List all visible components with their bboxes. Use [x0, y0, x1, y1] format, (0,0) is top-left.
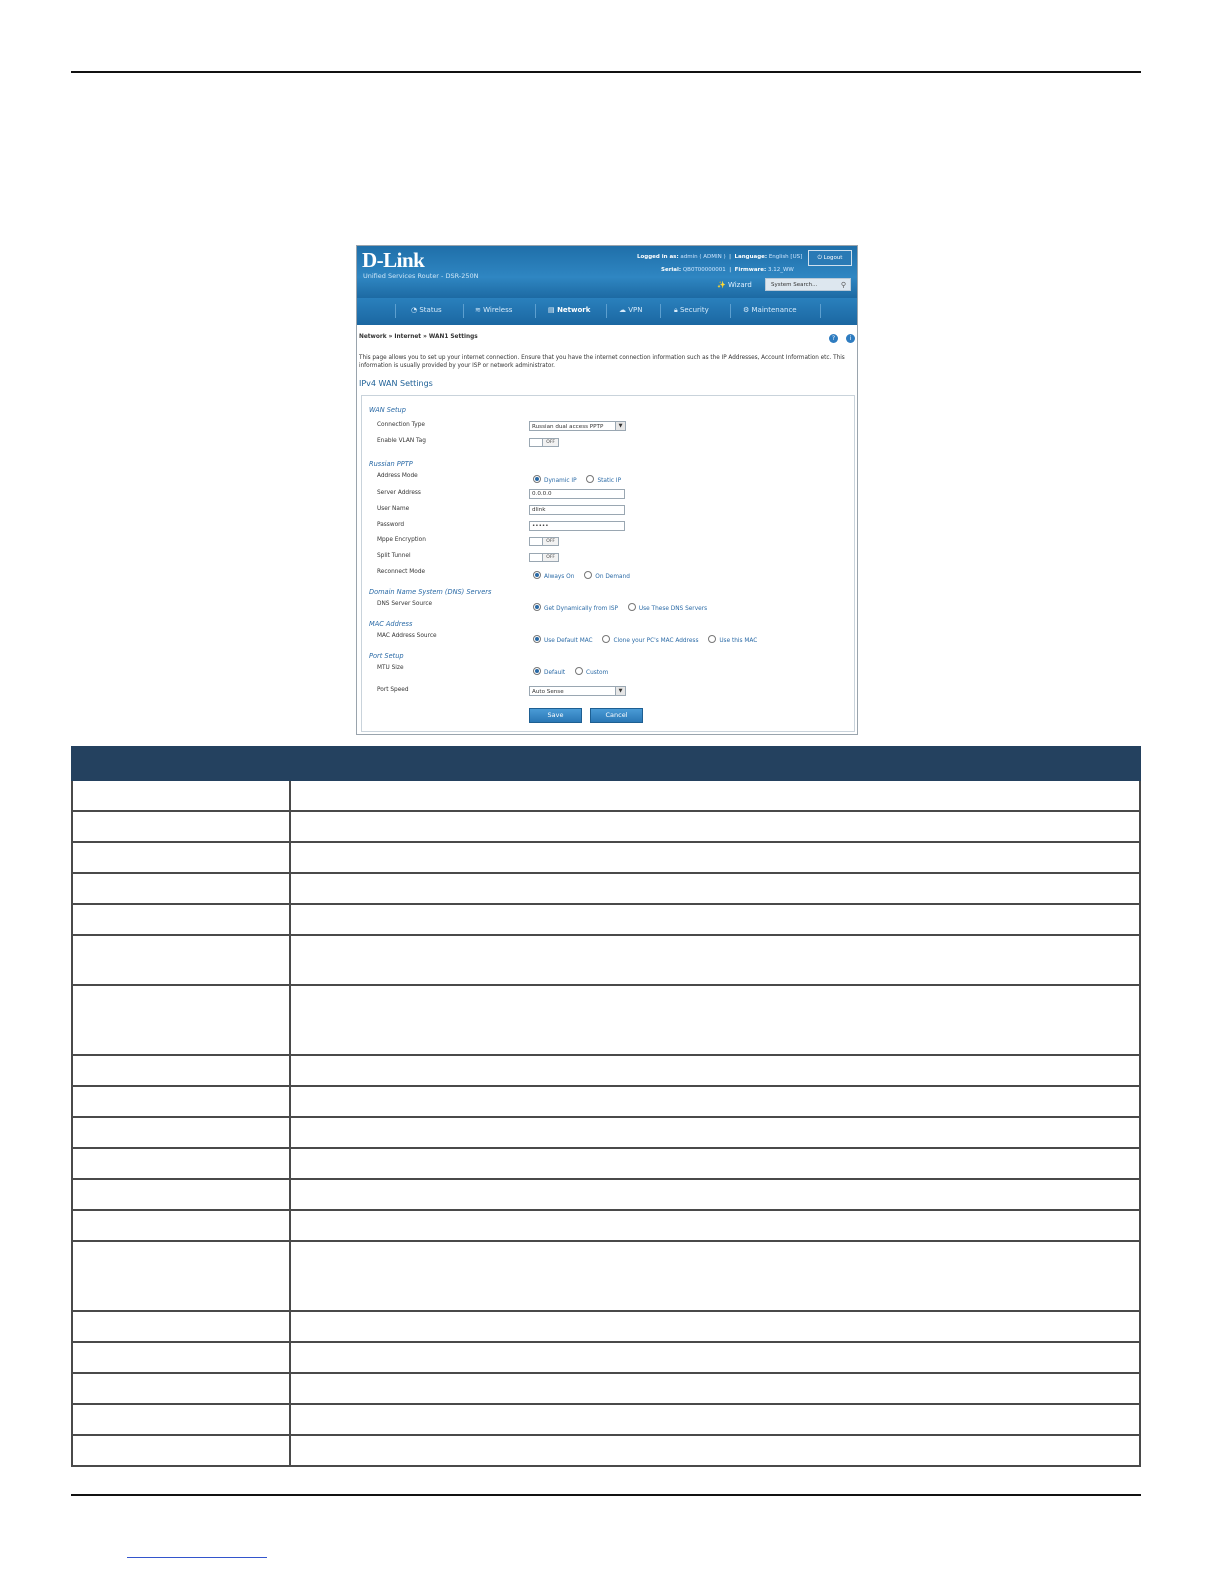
help-icon[interactable]: ? [829, 334, 838, 343]
language-link[interactable]: English [US] [768, 254, 803, 260]
vlan-tag-label: Enable VLAN Tag [377, 438, 426, 444]
footer-rule [71, 1494, 1141, 1496]
group-russian-pptp: Russian PPTP [369, 460, 413, 468]
wand-icon: ✨ [717, 281, 726, 289]
radio-mtu-default[interactable] [533, 667, 541, 675]
nav-wireless[interactable]: ≋ Wireless [475, 306, 513, 314]
table-row [72, 1404, 1140, 1435]
wizard-link[interactable]: ✨ Wizard [717, 281, 752, 289]
breadcrumb: Network » Internet » WAN1 Settings [359, 334, 478, 340]
group-dns: Domain Name System (DNS) Servers [369, 588, 492, 596]
wan-settings-form [361, 395, 855, 732]
section-title: IPv4 WAN Settings [359, 379, 433, 388]
radio-static-ip[interactable] [586, 475, 594, 483]
nav-maintenance[interactable]: ⚙ Maintenance [743, 306, 797, 314]
table-row [72, 1435, 1140, 1466]
lock-icon: 🔒︎ [674, 306, 678, 314]
table-row [72, 1055, 1140, 1086]
port-speed-label: Port Speed [377, 687, 409, 693]
search-icon: ⚲ [840, 281, 846, 289]
router-screenshot [356, 245, 858, 735]
table-row [72, 842, 1140, 873]
save-button[interactable]: Save [529, 708, 582, 723]
mac-source-label: MAC Address Source [377, 633, 437, 639]
table-row [72, 1086, 1140, 1117]
radio-clone-mac[interactable] [602, 635, 610, 643]
header-rule [71, 71, 1141, 73]
system-search-input[interactable]: System Search... ⚲ [765, 278, 851, 291]
table-row [72, 1342, 1140, 1373]
user-name-label: User Name [377, 506, 410, 512]
reconnect-mode-radios: Always On On Demand [533, 571, 638, 580]
gear-icon: ⚙ [743, 306, 750, 314]
gauge-icon: ◔ [411, 306, 418, 314]
serial-info: Serial: QB0T00000001 | Firmware: 3.12_WW [661, 267, 794, 273]
address-mode-radios: Dynamic IP Static IP [533, 475, 629, 484]
connection-type-select[interactable]: Russian dual access PPTP ▼ [529, 421, 626, 431]
field-description-table [71, 746, 1141, 1467]
group-mac: MAC Address [369, 620, 413, 628]
table-row [72, 1373, 1140, 1404]
dlink-logo: D-Link [362, 248, 425, 272]
mppe-toggle[interactable]: OFF [529, 537, 559, 546]
table-header-row [72, 747, 1140, 780]
server-address-input[interactable]: 0.0.0.0 [529, 489, 625, 499]
table-row [72, 985, 1140, 1055]
info-icon[interactable]: i [846, 334, 855, 343]
table-row [72, 1311, 1140, 1342]
mppe-label: Mppe Encryption [377, 537, 426, 543]
login-info: Logged in as: admin ( ADMIN ) | Language: English [US] [637, 254, 803, 260]
mac-source-radios: Use Default MAC Clone your PC's MAC Address Use this MAC [533, 635, 765, 644]
user-name-input[interactable]: dlink [529, 505, 625, 515]
footer-link-underline[interactable] [127, 1557, 267, 1558]
router-header [357, 246, 857, 298]
radio-on-demand[interactable] [584, 571, 592, 579]
table-row [72, 780, 1140, 811]
power-icon: ⏻ [817, 255, 822, 261]
nav-status[interactable]: ◔ Status [411, 306, 442, 314]
chevron-down-icon: ▼ [615, 687, 625, 695]
radio-mtu-custom[interactable] [575, 667, 583, 675]
group-port-setup: Port Setup [369, 652, 404, 660]
product-name: Unified Services Router - DSR-250N [363, 272, 479, 280]
password-input[interactable]: ••••• [529, 521, 625, 531]
radio-this-mac[interactable] [708, 635, 716, 643]
vlan-tag-toggle[interactable]: OFF [529, 438, 559, 447]
reconnect-mode-label: Reconnect Mode [377, 569, 426, 575]
server-address-label: Server Address [377, 490, 421, 496]
group-wan-setup: WAN Setup [369, 406, 406, 414]
table-row [72, 1117, 1140, 1148]
table-row [72, 904, 1140, 935]
main-nav [357, 298, 857, 325]
logout-button[interactable]: ⏻ Logout [808, 250, 852, 266]
radio-dns-custom[interactable] [628, 603, 636, 611]
nav-network[interactable]: ▤ Network [548, 306, 591, 314]
nav-vpn[interactable]: ☁ VPN [619, 306, 643, 314]
nav-security[interactable]: 🔒︎ Security [674, 306, 709, 314]
chevron-down-icon: ▼ [615, 422, 625, 430]
page-description: This page allows you to set up your internet connection. Ensure that you have the internet connection information such as the IP Addresses, Account Information etc. This information is usually provided by your ISP or network administrator. [359, 355, 845, 369]
table-row [72, 935, 1140, 985]
radio-default-mac[interactable] [533, 635, 541, 643]
address-mode-label: Address Mode [377, 473, 418, 479]
table-row [72, 873, 1140, 904]
radio-dynamic-ip[interactable] [533, 475, 541, 483]
table-row [72, 1179, 1140, 1210]
cancel-button[interactable]: Cancel [590, 708, 643, 723]
split-tunnel-toggle[interactable]: OFF [529, 553, 559, 562]
table-row [72, 1210, 1140, 1241]
table-row [72, 811, 1140, 842]
mtu-size-label: MTU Size [377, 665, 404, 671]
wifi-icon: ≋ [475, 306, 481, 314]
radio-dns-isp[interactable] [533, 603, 541, 611]
connection-type-label: Connection Type [377, 422, 425, 428]
mtu-size-radios: Default Custom [533, 667, 616, 676]
network-icon: ▤ [548, 306, 555, 314]
dns-source-label: DNS Server Source [377, 601, 433, 607]
cloud-icon: ☁ [619, 306, 626, 314]
password-label: Password [377, 522, 405, 528]
table-row [72, 1148, 1140, 1179]
dns-source-radios: Get Dynamically from ISP Use These DNS Servers [533, 603, 715, 612]
port-speed-select[interactable]: Auto Sense ▼ [529, 686, 626, 696]
radio-always-on[interactable] [533, 571, 541, 579]
split-tunnel-label: Split Tunnel [377, 553, 411, 559]
table-row [72, 1241, 1140, 1311]
